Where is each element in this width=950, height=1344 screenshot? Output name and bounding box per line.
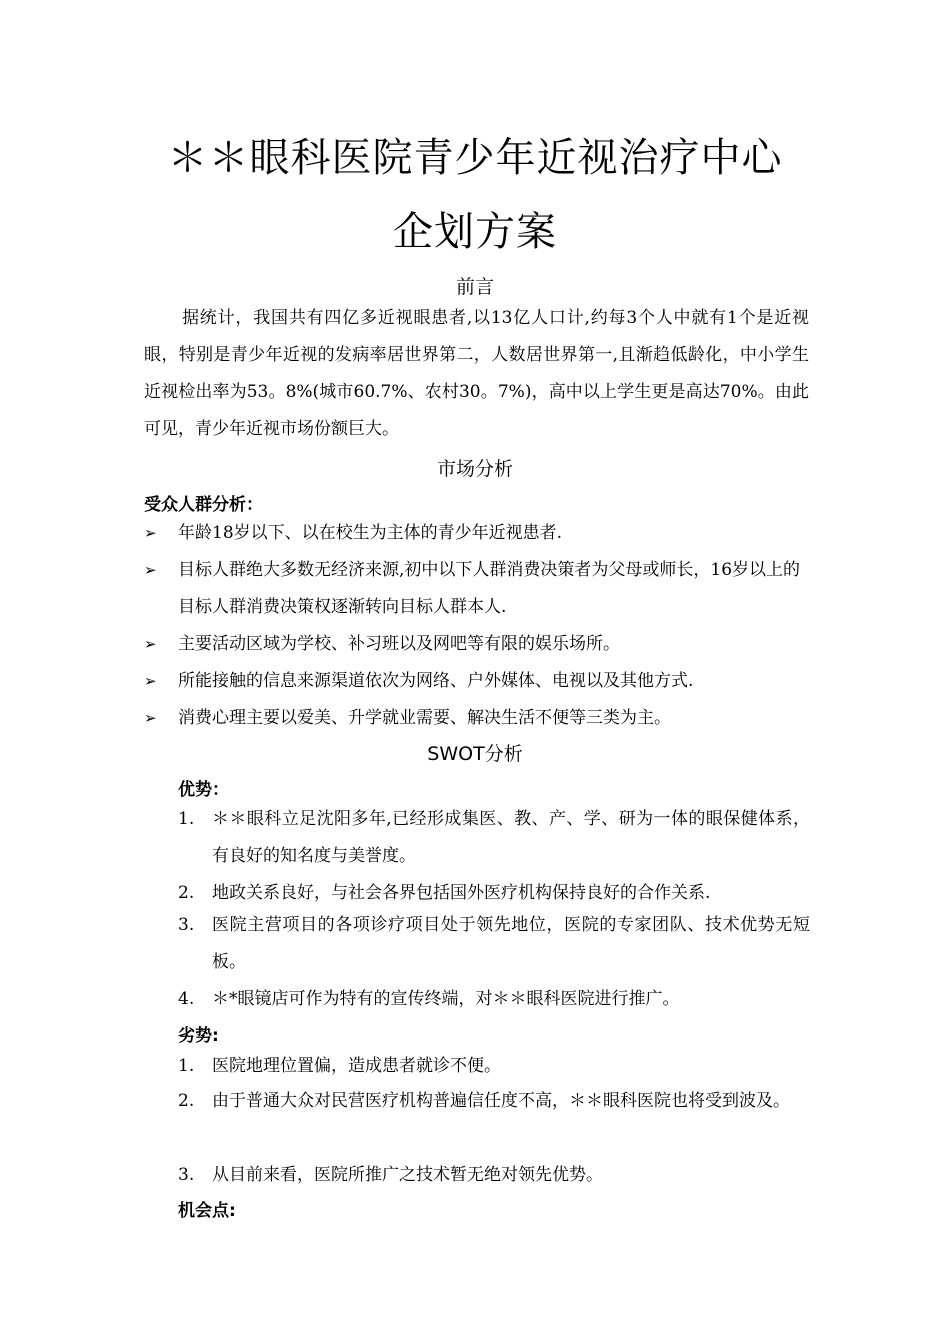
document-title-line1: ＊＊眼科医院青少年近视治疗中心 [167, 135, 783, 181]
list-number: 4. [178, 989, 195, 1009]
list-number: 3. [178, 1165, 195, 1185]
list-item-text: 地政关系良好，与社会各界包括国外医疗机构保持良好的合作关系. [212, 883, 711, 903]
list-item [178, 907, 810, 981]
strengths-label: 优势： [178, 780, 229, 800]
list-item [178, 1048, 810, 1085]
list-number: 2. [178, 883, 195, 903]
list-number: 2. [178, 1091, 195, 1111]
list-item-text: 由于普通大众对民营医疗机构普遍信任度不高，＊＊眼科医院也将受到波及。 [212, 1091, 790, 1111]
arrow-bullet-icon: ➢ [144, 709, 157, 727]
arrow-bullet-icon: ➢ [144, 524, 157, 542]
list-item-text: 年龄18岁以下、以在校生为主体的青少年近视患者. [178, 523, 563, 543]
list-item [178, 801, 810, 875]
document-title-line2: 企划方案 [393, 209, 557, 255]
list-item-text: 主要活动区域为学校、补习班以及网吧等有限的娱乐场所。 [178, 634, 620, 654]
preface-paragraph: 据统计，我国共有四亿多近视眼患者,以13亿人口计,约每3个人中就有1个是近视眼，特别是青少年近视的发病率居世界第二，人数居世界第一,且渐趋低龄化，中小学生近视检出率为53。8%(城市60.7%、农村30。7%)，高中以上学生更是高达70%。由此可见，青少年近视市场份额巨大。 [144, 308, 809, 439]
list-number: 1. [178, 809, 195, 829]
arrow-bullet-icon: ➢ [144, 635, 157, 653]
opportunities-label: 机会点: [178, 1201, 236, 1221]
list-item-text: ＊*眼镜店可作为特有的宣传终端，对＊＊眼科医院进行推广。 [212, 989, 680, 1009]
list-item-text: 消费心理主要以爱美、升学就业需要、解决生活不便等三类为主。 [178, 708, 671, 728]
market-analysis-heading: 市场分析 [436, 458, 513, 480]
arrow-bullet-icon: ➢ [144, 672, 157, 690]
list-item [178, 1083, 810, 1120]
list-item [144, 700, 814, 737]
weaknesses-label: 劣势: [178, 1026, 219, 1046]
list-item [144, 626, 814, 663]
list-item-text: 从目前来看，医院所推广之技术暂无绝对领先优势。 [212, 1165, 603, 1185]
list-item [144, 515, 814, 552]
audience-analysis-label: 受众人群分析： [144, 495, 263, 515]
preface-heading: 前言 [455, 276, 494, 298]
swot-heading: SWOT分析 [427, 743, 523, 765]
arrow-bullet-icon: ➢ [144, 561, 157, 579]
list-item-text: 所能接触的信息来源渠道依次为网络、户外媒体、电视以及其他方式. [178, 671, 694, 691]
list-item [144, 552, 814, 626]
list-item-text: 医院地理位置偏，造成患者就诊不便。 [212, 1056, 501, 1076]
list-item [144, 663, 814, 700]
list-number: 1. [178, 1056, 195, 1076]
list-item-text: 目标人群绝大多数无经济来源,初中以下人群消费决策者为父母或师长，16岁以上的目标人群消费决策权逐渐转向目标人群本人. [178, 560, 801, 617]
list-item-text: ＊＊眼科立足沈阳多年,已经形成集医、教、产、学、研为一体的眼保健体系，有良好的知名度与美誉度。 [212, 809, 810, 866]
list-item [178, 1157, 810, 1194]
list-item-text: 医院主营项目的各项诊疗项目处于领先地位，医院的专家团队、技术优势无短板。 [212, 915, 810, 972]
list-number: 3. [178, 915, 195, 935]
list-item [178, 981, 810, 1018]
